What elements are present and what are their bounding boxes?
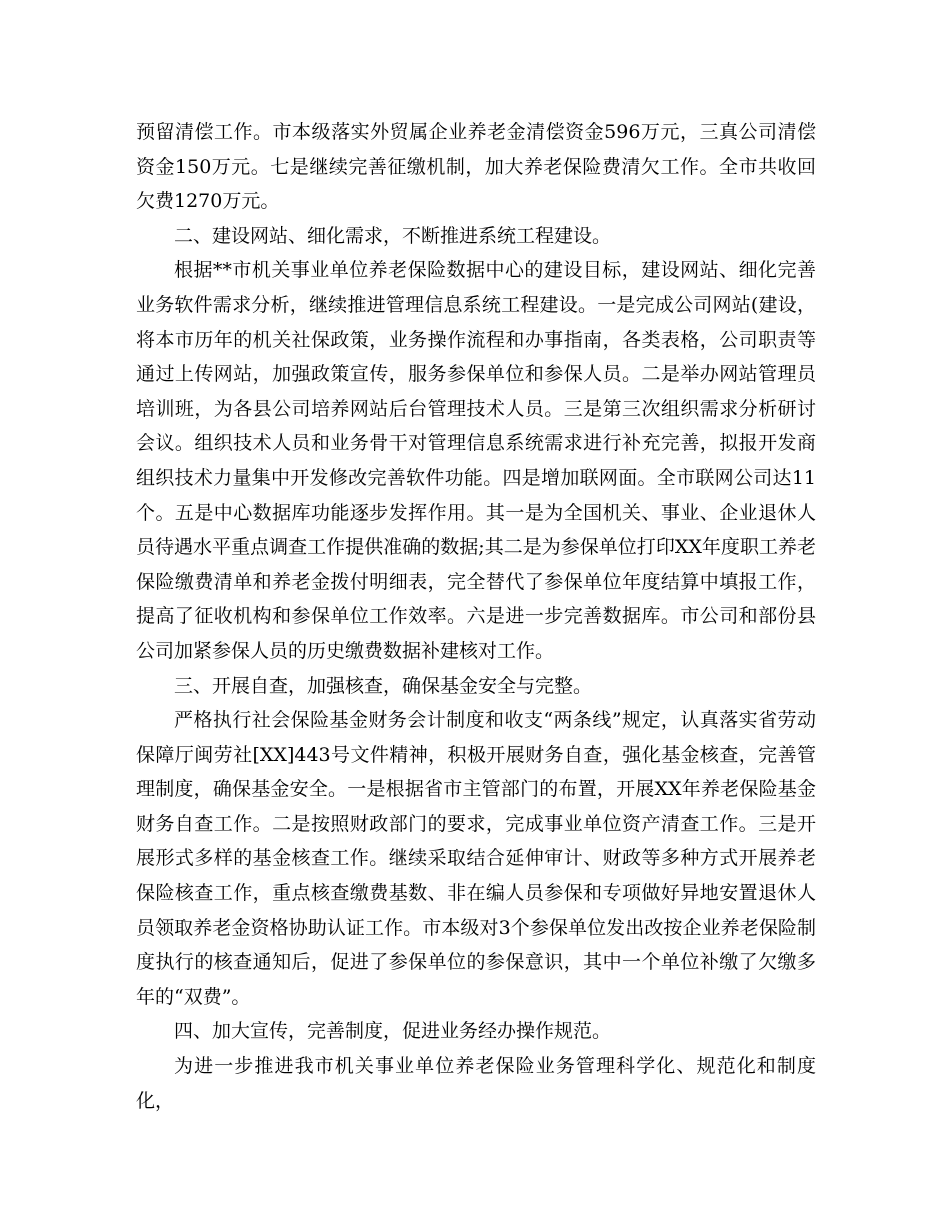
document-body [136,115,816,1118]
paragraph-4: 为进一步推进我市机关事业单位养老保险业务管理科学化、规范化和制度化， [136,1055,816,1112]
paragraph-2: 根据**市机关事业单位养老保险数据中心的建设目标，建设网站、细化完善业务软件需求分析，继续推进管理信息系统工程建设。一是完成公司网站(建设，将本市历年的机关社保政策，业务操作流程和办事指南，各类表格，公司职责等通过上传网站，加强政策宣传，服务参保单位和参保人员。二是举办网站管理员培训班，为各县公司培养网站后台管理技术人员。三是第三次组织需求分析研讨会议。组织技术人员和业务骨干对管理信息系统需求进行补充完善，拟报开发商组织技术力量集中开发修改完善软件功能。四是增加联网面。全市联网公司达11个。五是中心数据库功能逐步发挥作用。其一是为全国机关、事业、企业退休人员待遇水平重点调查工作提供准确的数据;其二是为参保单位打印XX年度职工养老保险缴费清单和养老金拨付明细表，完全替代了参保单位年度结算中填报工作，提高了征收机构和参保单位工作效率。六是进一步完善数据库。市公司和部份县公司加紧参保人员的历史缴费数据补建核对工作。 [136,259,816,662]
heading-section-2: 二、建设网站、细化需求，不断推进系统工程建设。 [174,224,612,247]
paragraph-3: 严格执行社会保险基金财务会计制度和收支“两条线”规定，认真落实省劳动保障厅闽劳社[XX]443号文件精神，积极开展财务自查，强化基金核查，完善管理制度，确保基金安全。一是根据省市主管部门的布置，开展XX年养老保险基金财务自查工作。二是按照财政部门的要求，完成事业单位资产清查工作。三是开展形式多样的基金核查工作。继续采取结合延伸审计、财政等多种方式开展养老保险核查工作，重点核查缴费基数、非在编人员参保和专项做好异地安置退休人员领取养老金资格协助认证工作。市本级对3个参保单位发出改按企业养老保险制度执行的核查通知后，促进了参保单位的参保意识，其中一个单位补缴了欠缴多年的“双费”。 [136,709,816,1008]
heading-section-4: 四、加大宣传，完善制度，促进业务经办操作规范。 [174,1020,612,1043]
heading-section-3: 三、开展自查，加强核查，确保基金安全与完整。 [174,674,593,697]
paragraph-1: 预留清偿工作。市本级落实外贸属企业养老金清偿资金596万元，三真公司清偿资金150万元。七是继续完善征缴机制，加大养老保险费清欠工作。全市共收回欠费1270万元。 [136,121,816,213]
